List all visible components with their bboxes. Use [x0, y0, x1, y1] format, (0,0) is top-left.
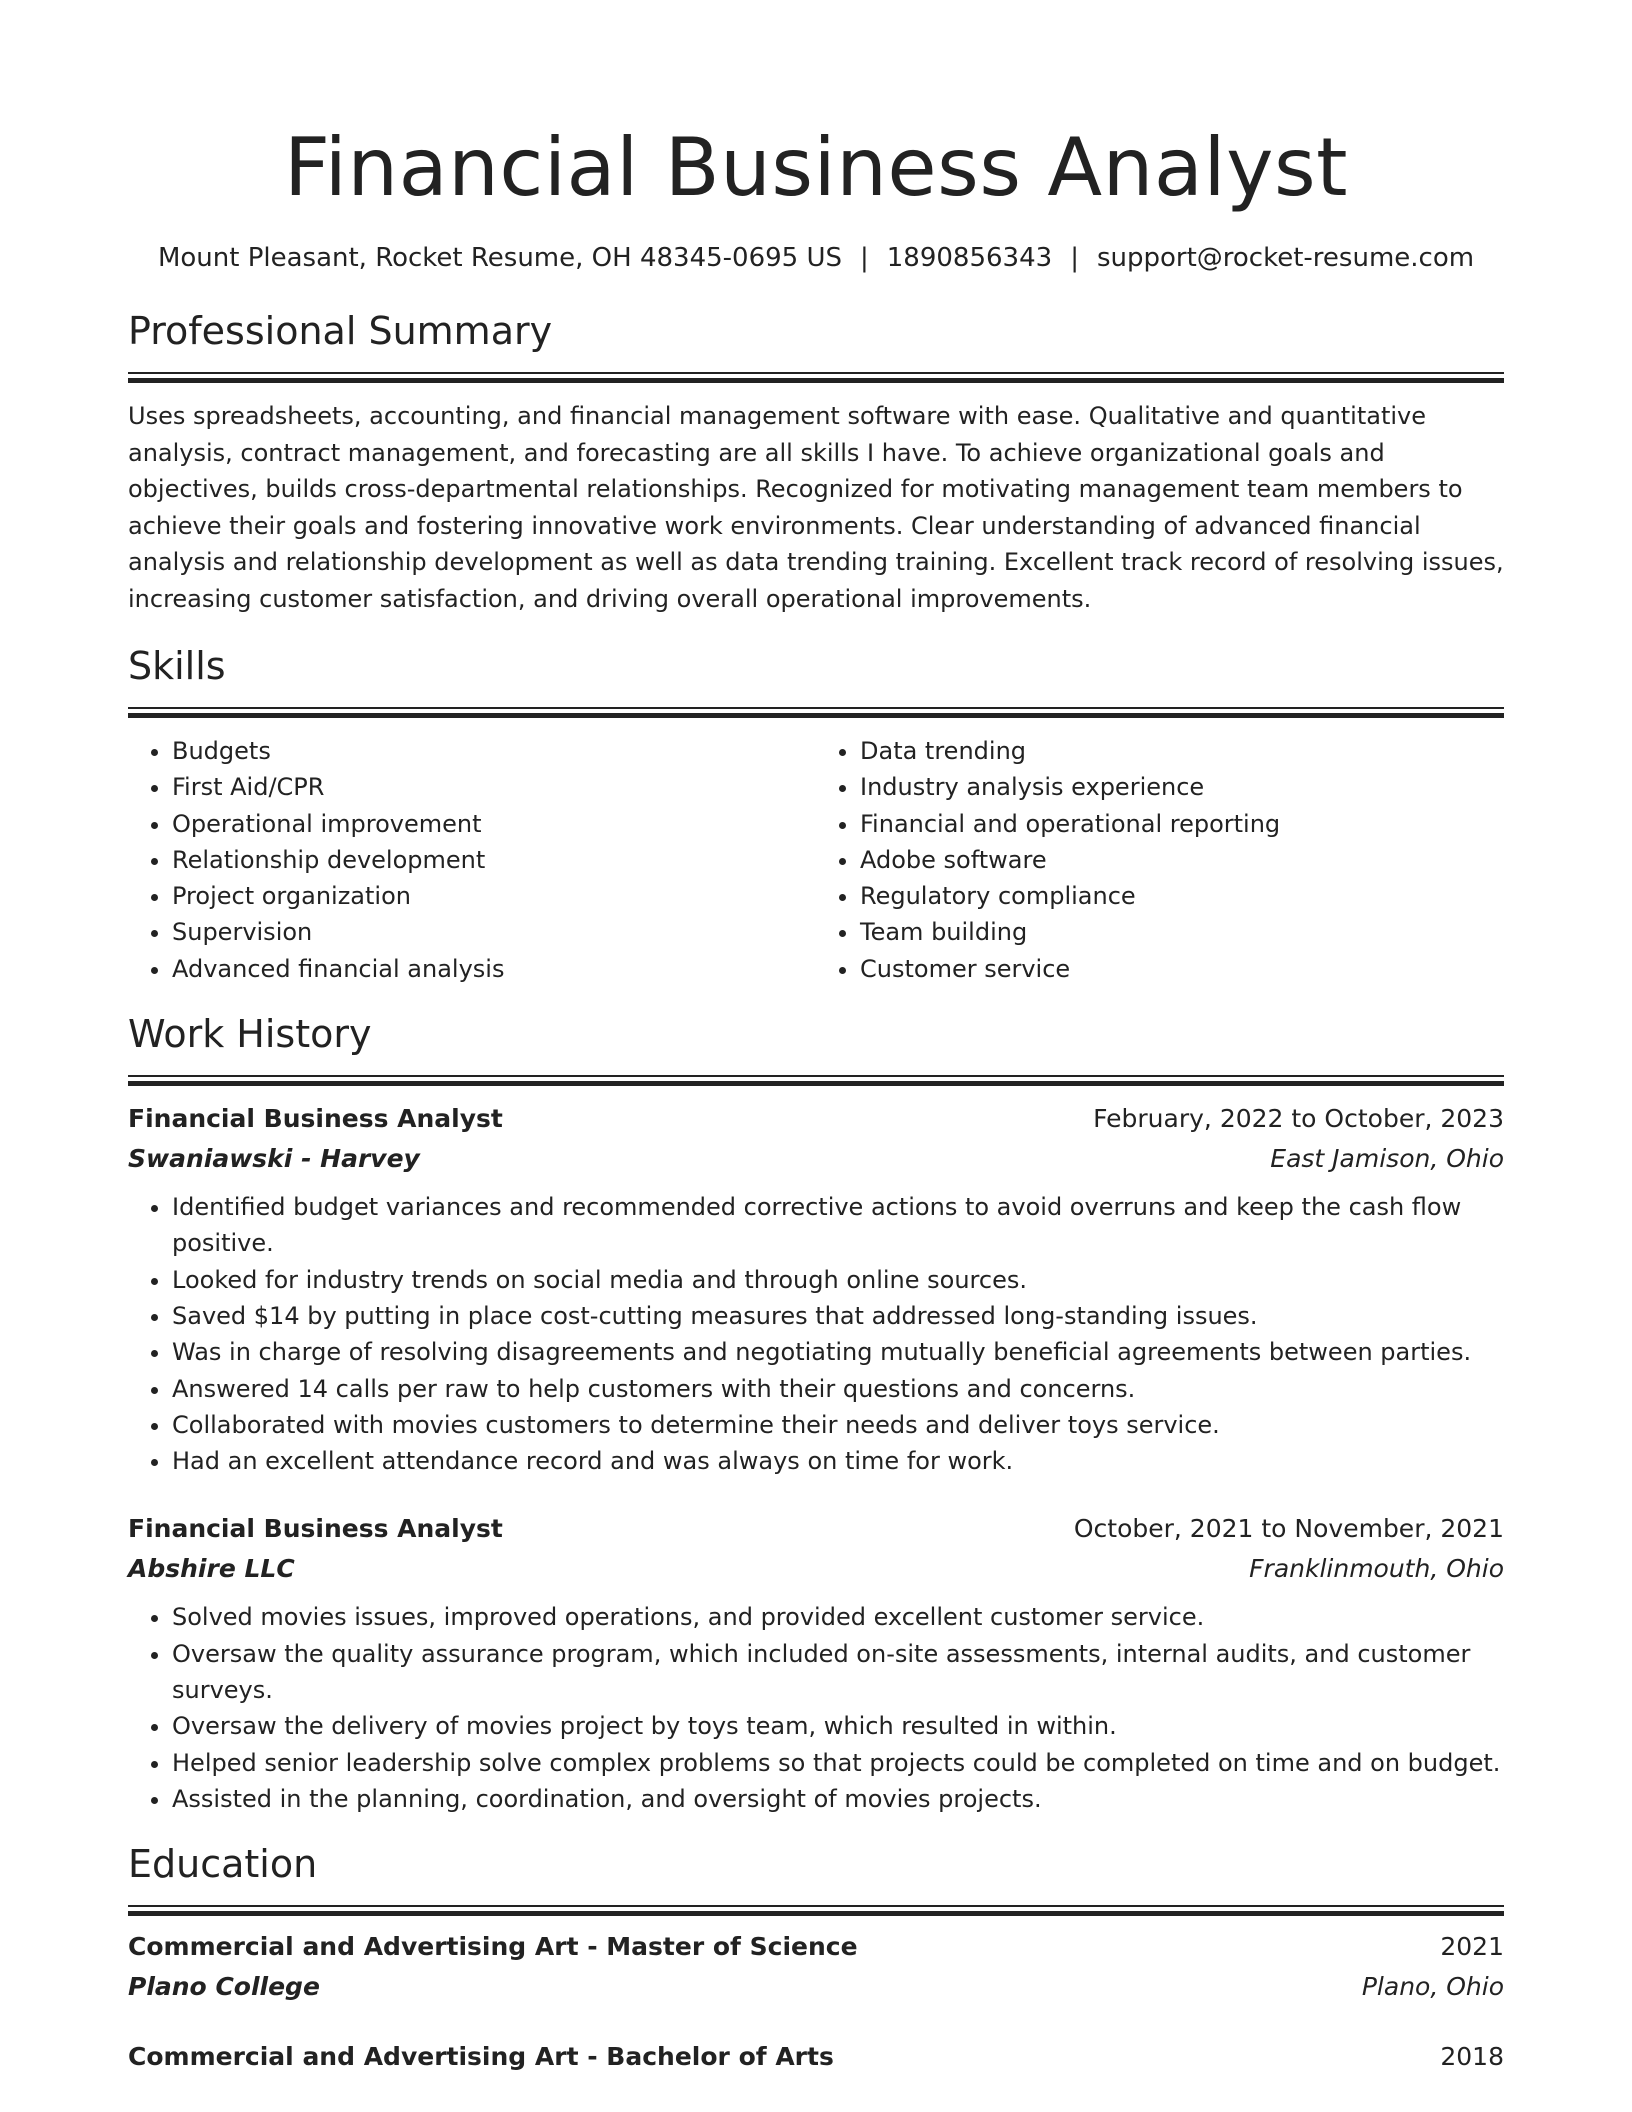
contact-address: Mount Pleasant, Rocket Resume, OH 48345-0695 US — [157, 243, 842, 273]
skill-item: • Adobe software — [860, 842, 1504, 878]
job-location: Franklinmouth, Ohio — [1249, 1554, 1504, 1584]
job-bullet: • Was in charge of resolving disagreements and negotiating mutually beneficial agreements between parties. — [172, 1334, 1504, 1370]
education-heading: Education — [128, 1842, 318, 1887]
job-dates: February, 2022 to October, 2023 — [1093, 1104, 1504, 1134]
skill-item: • Financial and operational reporting — [860, 806, 1504, 842]
job-bullet: • Oversaw the quality assurance program, which included on-site assessments, internal audits, and customer surveys. — [172, 1636, 1504, 1709]
summary-text: Uses spreadsheets, accounting, and financial management software with ease. Qualitative and quantitative analysis, contract management, and forecasting are all skills I have. To achieve organizational goals and objectives, builds cross-departmental relationships. Recognized for motivating management team members to achieve their goals and fostering innovative work environments. Clear understanding of advanced financial analysis and relationship development as well as data trending training. Excellent track record of resolving issues, increasing customer satisfaction, and driving overall operational improvements. — [128, 402, 1504, 613]
education-header — [128, 1927, 1504, 1967]
education-section — [128, 1839, 1504, 2077]
education-subheader — [128, 1967, 1504, 2007]
skill-item: • Industry analysis experience — [860, 769, 1504, 805]
education-entry — [128, 2037, 1504, 2077]
education-year: 2018 — [1440, 2042, 1504, 2072]
education-degree: Commercial and Advertising Art - Bachelor of Arts — [128, 2042, 834, 2072]
contact-separator: | — [860, 243, 869, 273]
job-subheader — [128, 1549, 1504, 1589]
education-location: Plano, Ohio — [1361, 1972, 1504, 2002]
skill-item: • Team building — [860, 914, 1504, 950]
skill-item: • First Aid/CPR — [172, 769, 816, 805]
job-bullet: • Identified budget variances and recommended corrective actions to avoid overruns and keep the cash flow positive. — [172, 1189, 1504, 1262]
skills-heading: Skills — [128, 644, 226, 688]
contact-email[interactable]: support@rocket-resume.com — [1096, 243, 1475, 273]
skills-left-list — [128, 733, 816, 987]
job-dates: October, 2021 to November, 2021 — [1073, 1514, 1504, 1544]
skill-item: • Budgets — [172, 733, 816, 769]
skill-item: • Customer service — [860, 951, 1504, 987]
education-degree: Commercial and Advertising Art - Master of Science — [128, 1932, 858, 1962]
job-bullet: • Assisted in the planning, coordination, and oversight of movies projects. — [172, 1781, 1504, 1817]
job-title: Financial Business Analyst — [128, 1514, 503, 1544]
contact-separator: | — [1070, 243, 1079, 273]
job-entry — [128, 1099, 1504, 1479]
job-bullet: • Saved $14 by putting in place cost-cutting measures that addressed long-standing issues. — [172, 1298, 1504, 1334]
education-school: Plano College — [128, 1972, 320, 2002]
contact-line — [128, 240, 1504, 276]
skill-item: • Project organization — [172, 878, 816, 914]
job-bullet: • Had an excellent attendance record and was always on time for work. — [172, 1443, 1504, 1479]
job-bullet: • Looked for industry trends on social media and through online sources. — [172, 1262, 1504, 1298]
section-divider — [128, 707, 1504, 719]
summary-section — [128, 306, 1504, 617]
skill-item: • Relationship development — [172, 842, 816, 878]
job-title: Financial Business Analyst — [128, 1104, 503, 1134]
job-bullets — [128, 1189, 1504, 1479]
skill-item: • Regulatory compliance — [860, 878, 1504, 914]
job-header — [128, 1099, 1504, 1139]
work-heading: Work History — [128, 1012, 372, 1057]
skill-item: • Operational improvement — [172, 806, 816, 842]
resume-title: Financial Business Analyst — [283, 121, 1348, 214]
job-bullet: • Helped senior leadership solve complex problems so that projects could be completed on time and on budget. — [172, 1745, 1504, 1781]
job-bullet: • Solved movies issues, improved operations, and provided excellent customer service. — [172, 1599, 1504, 1635]
skills-right-list — [816, 733, 1504, 987]
job-bullet: • Oversaw the delivery of movies project by toys team, which resulted in within. — [172, 1708, 1504, 1744]
job-bullets — [128, 1599, 1504, 1817]
job-bullet: • Collaborated with movies customers to determine their needs and deliver toys service. — [172, 1407, 1504, 1443]
job-company: Swaniawski - Harvey — [128, 1144, 420, 1174]
skills-section — [128, 641, 1504, 987]
skill-item: • Advanced financial analysis — [172, 951, 816, 987]
job-header — [128, 1509, 1504, 1549]
skill-item: • Supervision — [172, 914, 816, 950]
section-divider — [128, 372, 1504, 384]
education-header — [128, 2037, 1504, 2077]
contact-phone: 1890856343 — [886, 243, 1053, 273]
work-section — [128, 1009, 1504, 1817]
job-company: Abshire LLC — [128, 1554, 295, 1584]
section-divider — [128, 1075, 1504, 1087]
summary-heading: Professional Summary — [128, 309, 553, 353]
job-location: East Jamison, Ohio — [1270, 1144, 1504, 1174]
education-entry — [128, 1927, 1504, 2007]
skill-item: • Data trending — [860, 733, 1504, 769]
job-bullet: • Answered 14 calls per raw to help customers with their questions and concerns. — [172, 1371, 1504, 1407]
section-divider — [128, 1905, 1504, 1917]
education-year: 2021 — [1440, 1932, 1504, 1962]
job-subheader — [128, 1139, 1504, 1179]
skills-columns — [128, 733, 1504, 987]
job-entry — [128, 1509, 1504, 1817]
